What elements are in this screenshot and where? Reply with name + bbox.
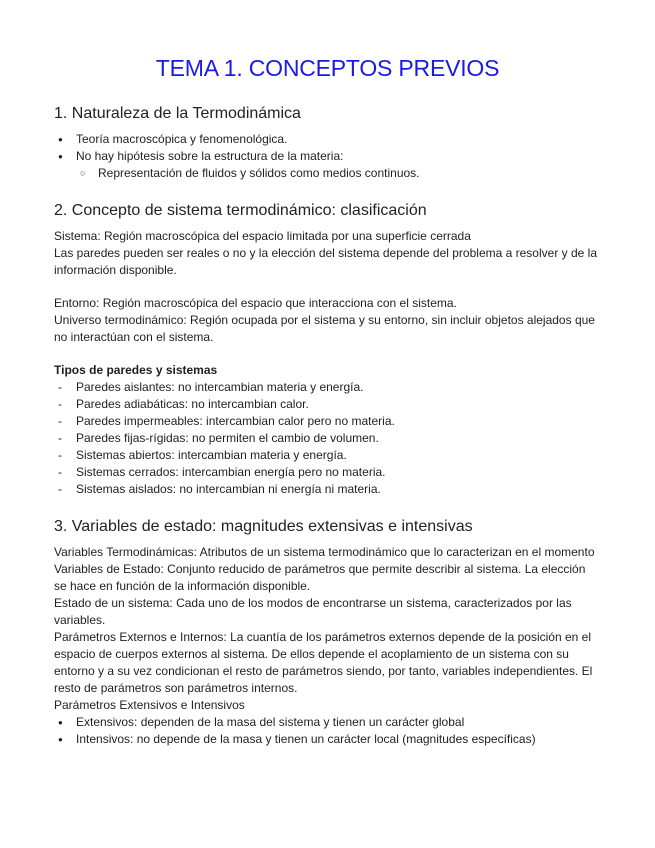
section-3-body (54, 544, 601, 748)
list-item: - Paredes adiabáticas: no intercambian calor. (54, 396, 601, 413)
section-2-heading: 2. Concepto de sistema termodinámico: clasificación (54, 202, 427, 219)
types-list (54, 379, 601, 498)
sub-list-item: ○ Representación de fluidos y sólidos como medios continuos. (54, 165, 601, 182)
paragraph: Sistema: Región macroscópica del espacio limitada por una superficie cerrada (54, 229, 471, 243)
section-3-bullet-list (54, 714, 601, 748)
list-item (54, 148, 601, 165)
list-item: ● Intensivos: no depende de la masa y tienen un carácter local (magnitudes específicas) (54, 731, 601, 748)
paragraph: Parámetros Externos e Internos: La cuantía de los parámetros externos depende de la posición en el espacio de cuerpos externos al sistema. De ellos depende el acoplamiento de un sistema con su entorno y a su vez condicionan el resto de parámetros siendo, por tanto, variables independientes. El resto de parámetros son parámetros internos. (54, 630, 593, 695)
paragraph: Parámetros Extensivos e Intensivos (54, 698, 245, 712)
section-1-heading: 1. Naturaleza de la Termodinámica (54, 105, 301, 122)
list-item: - Sistemas aislados: no intercambian ni energía ni materia. (54, 481, 601, 498)
paragraph: Entorno: Región macroscópica del espacio que interacciona con el sistema. (54, 296, 457, 310)
paragraph: Estado de un sistema: Cada uno de los modos de encontrarse un sistema, caracterizados por las variables. (54, 596, 572, 627)
section-3-heading: 3. Variables de estado: magnitudes extensivas e intensivas (54, 518, 473, 535)
types-heading: Tipos de paredes y sistemas (54, 363, 218, 377)
list-item-text: No hay hipótesis sobre la estructura de la materia: (76, 149, 344, 163)
section-2-body (54, 228, 601, 498)
list-item: - Sistemas abiertos: intercambian materia y energía. (54, 447, 601, 464)
list-item: - Sistemas cerrados: intercambian energía pero no materia. (54, 464, 601, 481)
list-item: ● Teoría macroscópica y fenomenológica. (54, 131, 601, 148)
paragraph: Variables Termodinámicas: Atributos de un sistema termodinámico que lo caracterizan en el momento (54, 545, 595, 559)
list-item: - Paredes aislantes: no intercambian materia y energía. (54, 379, 601, 396)
list-item: - Paredes impermeables: intercambian calor pero no materia. (54, 413, 601, 430)
section-1-bullet-list (54, 131, 601, 165)
list-item: - Paredes fijas-rígidas: no permiten el cambio de volumen. (54, 430, 601, 447)
page-title: TEMA 1. CONCEPTOS PREVIOS (155, 55, 500, 81)
list-item: ● Extensivos: dependen de la masa del sistema y tienen un carácter global (54, 714, 601, 731)
section-1-sub-list (54, 165, 601, 182)
paragraph: Universo termodinámico: Región ocupada por el sistema y su entorno, sin incluir objetos alejados que no interactúan con el sistema. (54, 313, 595, 344)
paragraph: Las paredes pueden ser reales o no y la elección del sistema depende del problema a resolver y de la información disponible. (54, 246, 597, 277)
paragraph: Variables de Estado: Conjunto reducido de parámetros que permite describir al sistema. La elección se hace en función de la información disponible. (54, 562, 586, 593)
